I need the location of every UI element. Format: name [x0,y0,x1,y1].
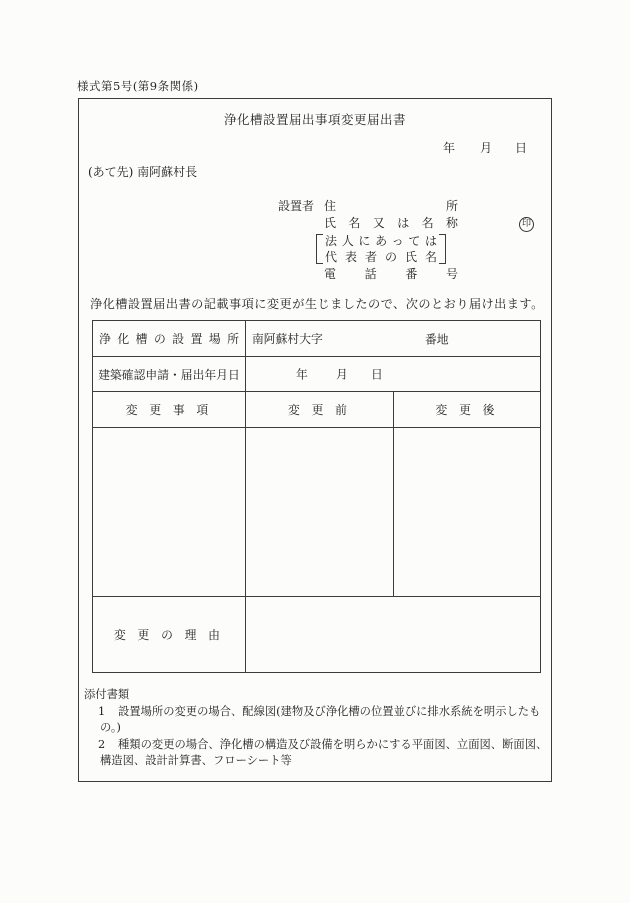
change-before-cell [246,428,394,597]
corporate-note-line1: 法人にあっては [325,234,438,248]
corporate-representative-note [316,232,446,266]
attachment-item-2 [84,737,548,754]
date-year-label: 年 [443,141,456,155]
change-table [92,320,541,673]
date-month-label: 月 [480,141,493,155]
form-title: 浄化槽設置届出事項変更届出書 [223,112,406,127]
reason-value-cell [246,597,541,673]
table-row-reason [93,597,541,673]
location-suffix: 番地 [425,332,449,346]
form-border-box [78,98,552,782]
permit-day-label: 日 [371,367,383,382]
intro-sentence: 浄化槽設置届出書の記載事項に変更が生じましたので、次のとおり届け出ます。 [90,297,544,311]
installer-block [278,198,458,283]
table-row-column-headers [93,392,541,428]
location-value-cell [246,321,541,357]
date-day-label: 日 [515,141,528,155]
attachment-item-1-number: 1 [98,704,106,718]
change-after-cell [394,428,541,597]
seal-icon [519,217,534,232]
column-header-after: 変 更 後 [394,392,541,428]
location-prefix: 南阿蘇村大字 [252,332,323,346]
attachments-section [84,687,548,770]
corporate-note-line2: 代表者の氏名 [325,250,438,264]
addressee: (あて先) 南阿蘇村長 [88,165,198,179]
installer-fields [324,198,458,283]
attachment-item-1-text: 設置場所の変更の場合、配線図(建物及び浄化槽の位置並びに排水系統を明示したも [118,704,541,718]
column-header-before: 変 更 前 [246,392,394,428]
change-item-cell [93,428,246,597]
attachment-item-2-text: 種類の変更の場合、浄化槽の構造及び設備を明らかにする平面図、立面図、断面図、 [118,737,548,751]
table-row-permit-date [93,357,541,392]
attachment-item-2-continuation: 構造図、設計計算書、フローシート等 [100,754,292,768]
table-row-location [93,321,541,357]
permit-month-label: 月 [336,367,348,382]
seal-char: 印 [521,219,531,229]
permit-year-label: 年 [296,367,308,382]
location-label-cell: 浄化槽の設置場所 [93,321,246,357]
installer-phone-label: 電話番号 [324,267,459,281]
permit-label-cell: 建築確認申請・届出年月日 [93,357,246,392]
reason-label-cell: 変 更 の 理 由 [93,597,246,673]
form-number: 様式第5号(第9条関係) [77,79,199,93]
permit-date-cell [246,357,541,392]
installer-name-label: 氏名又は名称 [324,216,459,230]
date-line [79,139,551,155]
attachments-heading: 添付書類 [84,688,130,701]
table-row-change-entry [93,428,541,597]
attachment-item-1-continuation: の。) [100,721,121,735]
column-header-item: 変 更 事 項 [93,392,246,428]
installer-label: 設置者 [278,199,315,213]
attachment-item-2-number: 2 [98,737,106,751]
attachment-item-1 [84,704,548,721]
installer-address-label: 住所 [324,199,459,213]
